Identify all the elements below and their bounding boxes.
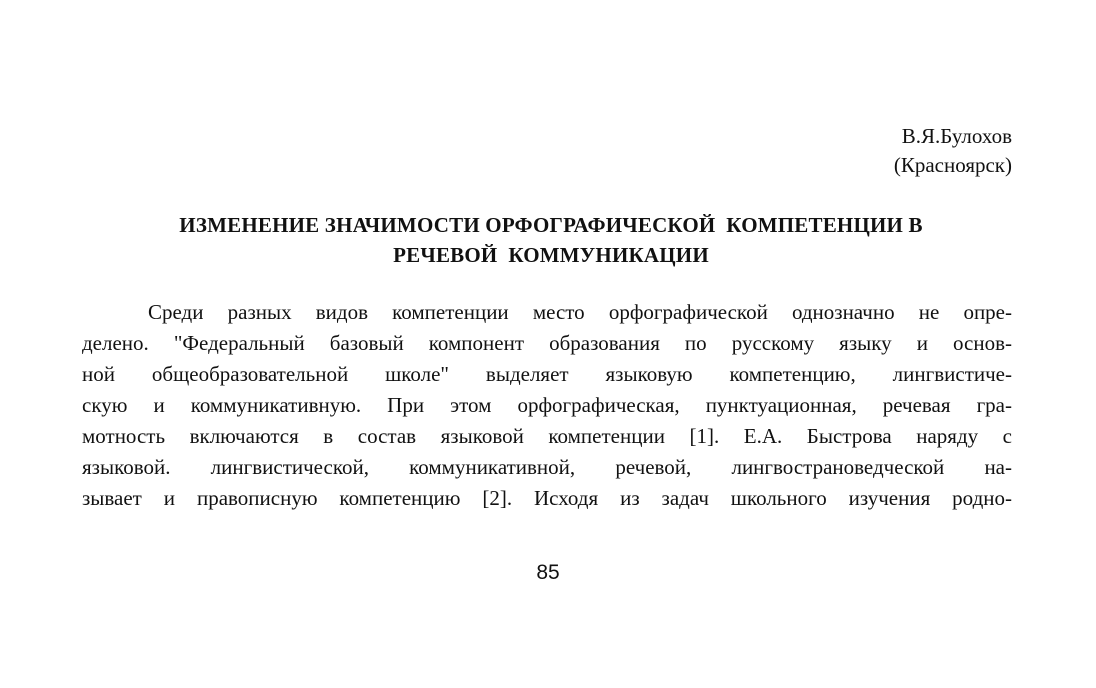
author-block	[894, 122, 1012, 180]
title-line-1: ИЗМЕНЕНИЕ ЗНАЧИМОСТИ ОРФОГРАФИЧЕСКОЙ КОМПЕТЕНЦИИ В	[179, 213, 923, 237]
body-line-2: делено. "Федеральный базовый компонент образования по русскому языку и основ-	[82, 331, 1012, 355]
body-line-6: языковой. лингвистической, коммуникативной, речевой, лингвострановедческой на-	[82, 455, 1012, 479]
body-line-4: скую и коммуникативную. При этом орфографическая, пунктуационная, речевая гра-	[82, 393, 1012, 417]
body-line-7: зывает и правописную компетенцию [2]. Исходя из задач школьного изучения родно-	[82, 486, 1012, 510]
body-line-1: Среди разных видов компетенции место орфографической однозначно не опре-	[148, 300, 1012, 324]
article-title	[96, 210, 1006, 270]
body-line-5: мотность включаются в состав языковой компетенции [1]. Е.А. Быстрова наряду с	[82, 424, 1012, 448]
page-number: 85	[536, 561, 560, 584]
title-line-2: РЕЧЕВОЙ КОММУНИКАЦИИ	[393, 243, 709, 267]
body-line-3: ной общеобразовательной школе" выделяет языковую компетенцию, лингвистиче-	[82, 362, 1012, 386]
author-name: В.Я.Булохов	[901, 124, 1012, 148]
article-body	[82, 297, 1012, 514]
author-city: (Красноярск)	[893, 153, 1012, 177]
